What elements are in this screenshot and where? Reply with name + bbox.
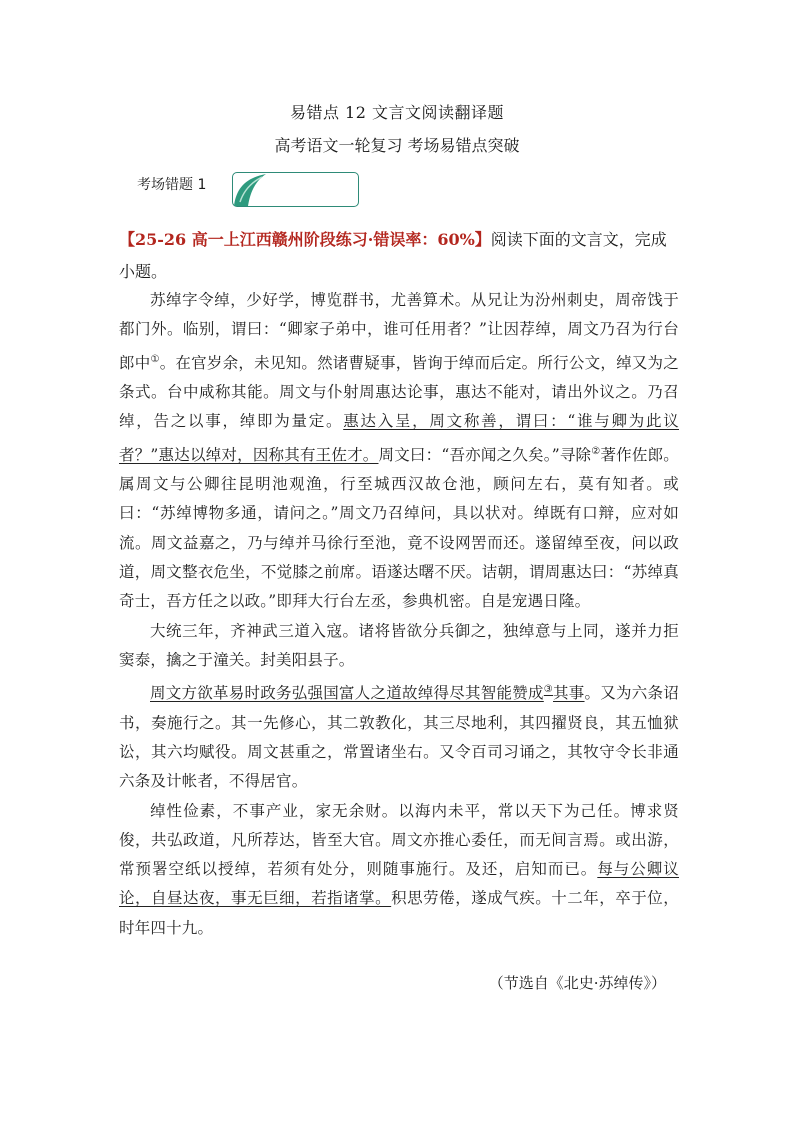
footnote-marker-3: ③ bbox=[543, 684, 554, 696]
paragraph-4: 绰性俭素，不事产业，家无余财。以海内未平，常以天下为己任。博求贤俊，共弘政道，凡所荐达，皆至大官。周文亦推心委任，而无间言焉。或出游，常预署空纸以授绰，若须有处分，则随事施行。及还，启知而已。每与公卿议论，自昼达夜，事无巨细，若指诸掌。积思劳倦，遂成气疾。十二年，卒于位，时年四十九。 bbox=[119, 801, 679, 937]
page-subtitle: 高考语文一轮复习 考场易错点突破 bbox=[274, 136, 520, 155]
underlined-sentence-2: 周文方欲革易时政务弘强国富人之道故绰得尽其智能赞成 bbox=[150, 684, 544, 703]
section-label: 考场错题 1 bbox=[137, 177, 207, 193]
footnote-marker-1: ① bbox=[150, 353, 160, 365]
classical-passage bbox=[119, 286, 679, 943]
instruction-text: 阅读下面的文言文，完成小题。 bbox=[119, 230, 667, 281]
page-title: 易错点 12 文言文阅读翻译题 bbox=[289, 103, 505, 122]
footnote-marker-2: ② bbox=[591, 445, 601, 457]
question-intro bbox=[119, 224, 679, 288]
underlined-sentence-2b: 其事 bbox=[553, 684, 585, 703]
paragraph-3: 周文方欲革易时政务弘强国富人之道故绰得尽其智能赞成③其事。又为六条诏书，奏施行之。其一先修心，其二敦教化，其三尽地利，其四擢贤良，其五恤狱讼，其六均赋役。周文甚重之，常置诸坐右。又令百司习诵之，其牧守令长非通六条及计帐者，不得居官。 bbox=[119, 684, 679, 791]
section-tab-box bbox=[232, 172, 359, 207]
paragraph-2: 大统三年，齐神武三道入寇。诸将皆欲分兵御之，独绰意与上同，遂并力拒窦泰，擒之于潼关。封美阳县子。 bbox=[119, 621, 679, 669]
paragraph-1: 苏绰字令绰，少好学，博览群书，尤善算术。从兄让为汾州刺史，周帝饯于都门外。临别，谓曰：“卿家子弟中，谁可任用者？”让因荐绰，周文乃召为行台郎中①。在官岁余，未见知。然诸曹疑事，皆询于绰而后定。所行公文，绰又为之条式。台中咸称其能。周文与仆射周惠达论事，惠达不能对，请出外议之。乃召绰，告之以事，绰即为量定。惠达入呈，周文称善，谓曰：“谁与卿为此议者？”惠达以绰对，因称其有王佐才。周文曰：“吾亦闻之久矣。”寻除②著作佐郎。属周文与公卿往昆明池观渔，行至城西汉故仓池，顾问左右，莫有知者。或曰：“苏绰博物多通，请问之。”周文乃召绰问，具以状对。绰既有口辩，应对如流。周文益嘉之，乃与绰并马徐行至池，竟不设网罟而还。遂留绰至夜，问以政道，周文整衣危坐，不觉膝之前席。语遂达曙不厌。诘朝，谓周惠达曰：“苏绰真奇士，吾方任之以政。”即拜大行台左丞，参典机密。自是宠遇日隆。 bbox=[119, 291, 679, 611]
underlined-sentence-3: 每与公卿议论，自昼达夜，事无巨细，若指诸掌。 bbox=[119, 860, 679, 908]
passage-source: （节选自《北史·苏绰传》） bbox=[488, 974, 666, 992]
underlined-sentence-1: 惠达入呈，周文称善，谓曰：“谁与卿为此议者？”惠达以绰对，因称其有王佐才。 bbox=[119, 412, 679, 464]
source-tag: 【25-26 高一上江西赣州阶段练习·错误率：60%】 bbox=[119, 230, 491, 249]
leaf-tab-icon bbox=[232, 172, 272, 208]
